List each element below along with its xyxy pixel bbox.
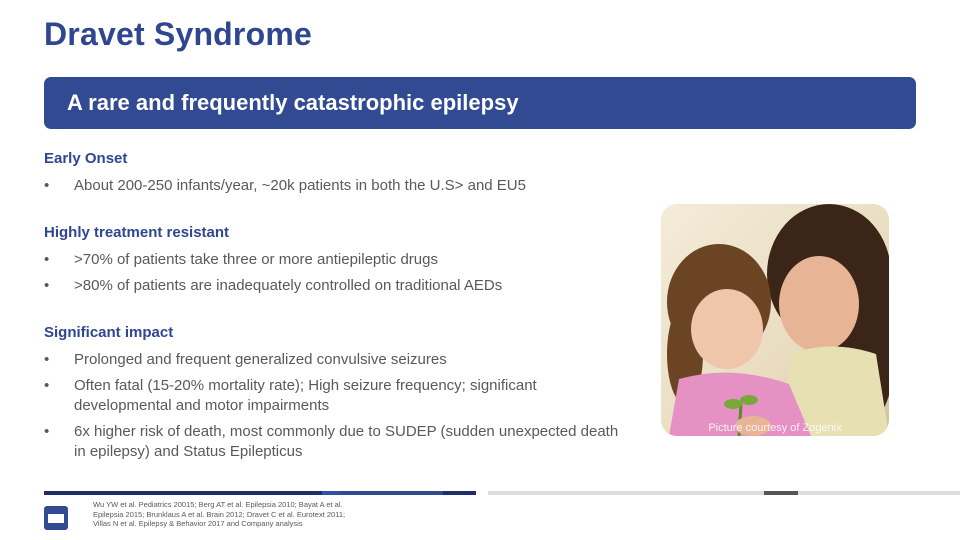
photo-caption: Picture courtesy of Zogenix [708, 422, 842, 434]
bullet-item: • >70% of patients take three or more antiepileptic drugs [44, 251, 438, 268]
footer-bar-navy [340, 491, 443, 495]
bullet-item: • About 200-250 infants/year, ~20k patients in both the U.S> and EU5 [44, 177, 526, 194]
footer-bar-accent [322, 491, 340, 495]
section-heading: Significant impact [44, 324, 174, 341]
footer-bar-light-end [798, 491, 960, 495]
footer-bar-dark [44, 491, 322, 495]
mother-daughter-photo [661, 204, 889, 436]
footer-bar-mid [764, 491, 798, 495]
slide-title: Dravet Syndrome [44, 16, 312, 52]
content-area [44, 148, 634, 462]
bullet-item: • Often fatal (15-20% mortality rate); High seizure frequency; significant developmental and motor impairments [44, 377, 537, 414]
banner-text: A rare and frequently catastrophic epilepsy [67, 90, 519, 115]
section-early-onset [44, 148, 634, 196]
bullet-icon: • [44, 351, 50, 368]
bullet-icon: • [44, 177, 50, 194]
footer-bar-end [443, 491, 476, 495]
footer-bar-light [488, 491, 764, 495]
references-text: Wu YW et al. Pediatrics 20015; Berg AT et al. Epilepsia 2010; Bayat A et al. Epilepsia 2015; Brunklaus A et al. Brain 2012; Dravet C et al. Eurotext 2011; Villas N et al. Epilepsy & Behavior 2017 and Company analysis [93, 500, 346, 528]
ucb-logo [44, 506, 68, 530]
bullet-item: • Prolonged and frequent generalized convulsive seizures [44, 351, 447, 368]
section-treatment-resistant [44, 222, 634, 296]
subtitle-banner [44, 77, 916, 129]
section-heading: Highly treatment resistant [44, 224, 230, 241]
bullet-item: • 6x higher risk of death, most commonly due to SUDEP (sudden unexpected death in epilepsy) and Status Epilepticus [44, 423, 619, 460]
section-significant-impact [44, 322, 634, 462]
section-heading: Early Onset [44, 150, 128, 167]
bullet-item: • >80% of patients are inadequately controlled on traditional AEDs [44, 277, 503, 294]
bullet-icon: • [44, 251, 50, 268]
bullet-icon: • [44, 277, 50, 294]
bullet-icon: • [44, 377, 50, 394]
bullet-icon: • [44, 423, 50, 440]
